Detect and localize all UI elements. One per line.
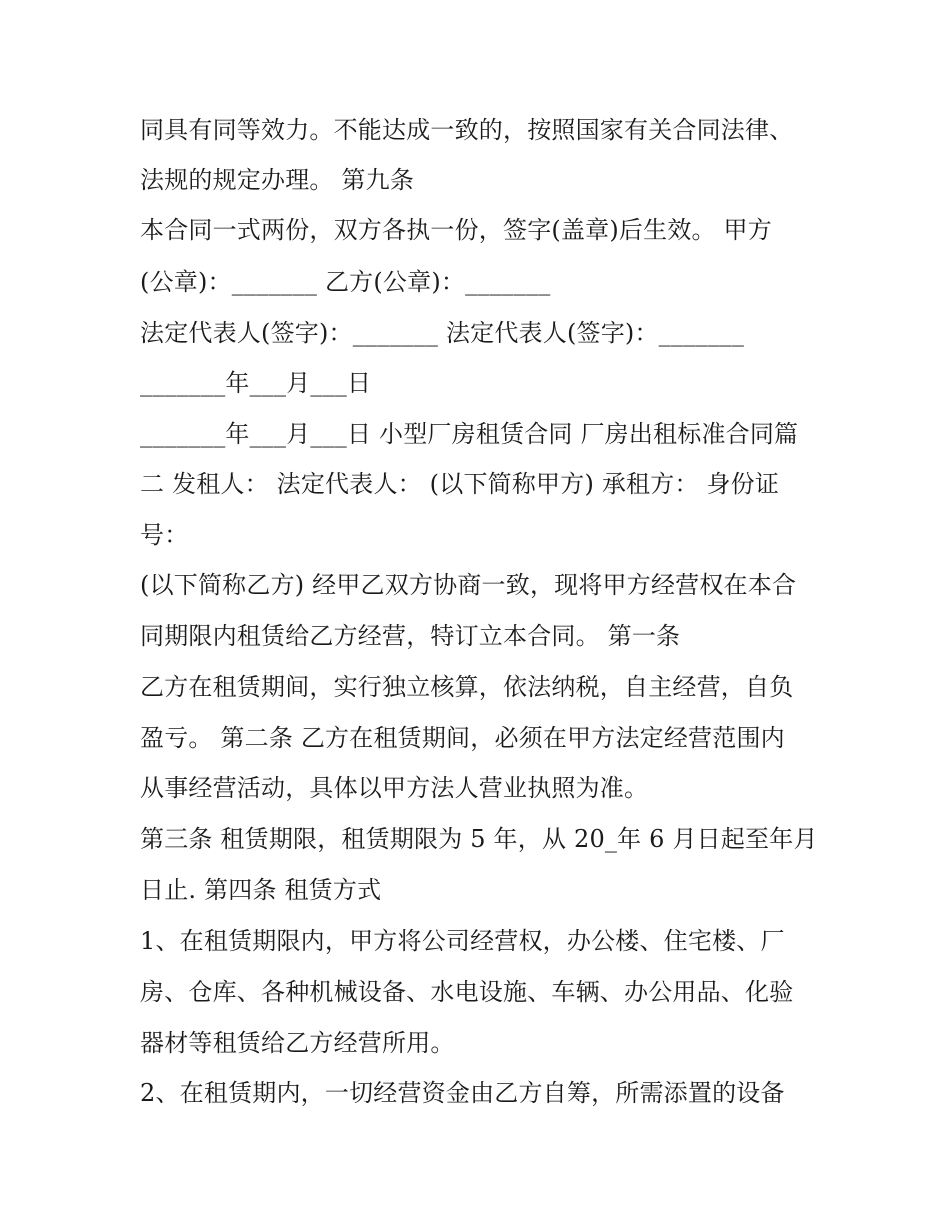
text-line: 法定代表人(签字)：_______ 法定代表人(签字)：_______ xyxy=(140,319,745,347)
text-line: 从事经营活动，具体以甲方法人营业执照为准。 xyxy=(140,774,649,802)
text-line: 乙方在租赁期间，实行独立核算，依法纳税，自主经营，自负 xyxy=(140,673,794,701)
text-line: 同具有同等效力。不能达成一致的，按照国家有关合同法律、 xyxy=(140,116,794,144)
text-line: (公章)：_______ 乙方(公章)：_______ xyxy=(140,268,551,296)
text-line: 法规的规定办理。 第九条 xyxy=(140,166,415,194)
text-line: 器材等租赁给乙方经营所用。 xyxy=(140,1029,455,1057)
text-line: 1、在租赁期限内，甲方将公司经营权，办公楼、住宅楼、厂 xyxy=(140,927,785,955)
text-line: _______年___月___日 xyxy=(140,369,372,397)
text-line: 第三条 租赁期限，租赁期限为 5 年，从 20_年 6 月日起至年月 xyxy=(140,825,818,853)
text-line: (以下简称乙方) 经甲乙双方协商一致，现将甲方经营权在本合 xyxy=(140,571,797,599)
text-line: 房、仓库、各种机械设备、水电设施、车辆、办公用品、化验 xyxy=(140,978,794,1006)
text-line: 二 发租人： 法定代表人： (以下简称甲方) 承租方： 身份证 xyxy=(140,470,780,498)
text-line: 盈亏。 第二条 乙方在租赁期间，必须在甲方法定经营范围内 xyxy=(140,724,785,752)
text-line: 号： xyxy=(140,521,189,549)
text-line: 日止. 第四条 租赁方式 xyxy=(140,876,382,904)
text-line: _______年___月___日 小型厂房租赁合同 厂房出租标准合同篇 xyxy=(140,420,799,448)
text-line: 2、在租赁期内，一切经营资金由乙方自筹，所需添置的设备 xyxy=(140,1079,785,1107)
text-line: 同期限内租赁给乙方经营，特订立本合同。 第一条 xyxy=(140,622,681,650)
text-line: 本合同一式两份，双方各执一份，签字(盖章)后生效。 甲方 xyxy=(140,216,772,244)
